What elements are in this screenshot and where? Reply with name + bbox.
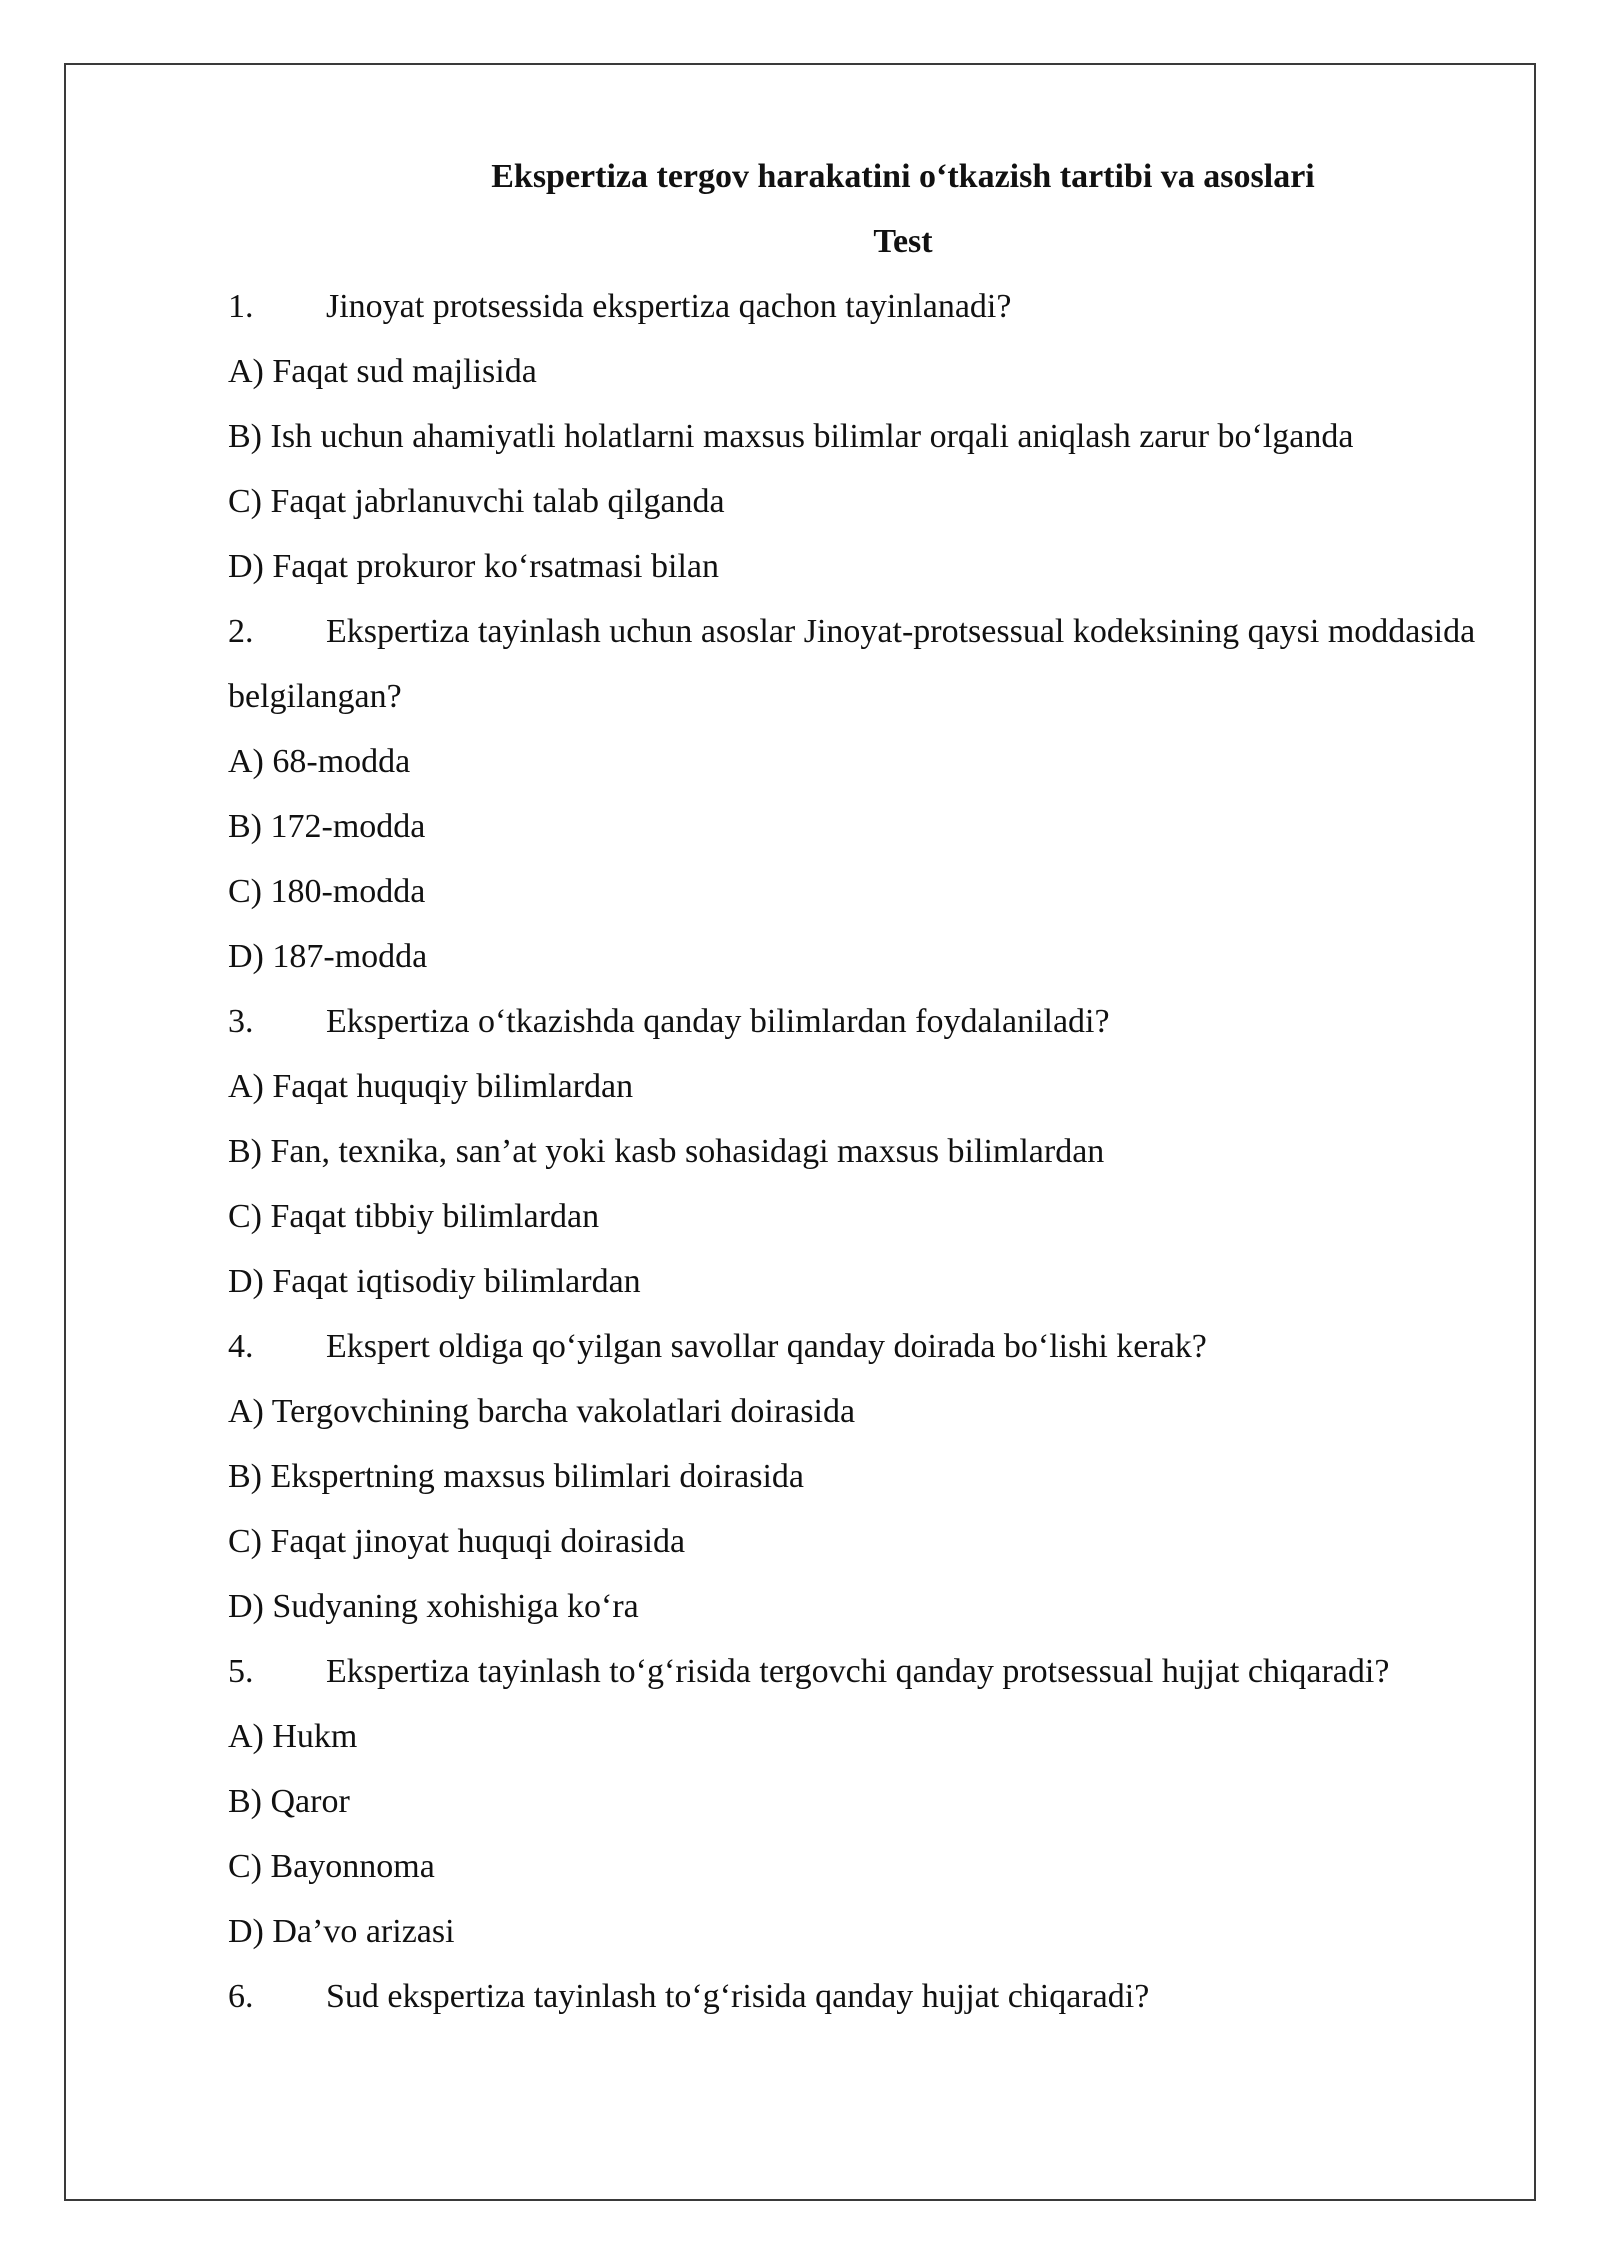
answer-option: A) 68-modda [228,743,411,780]
answer-option: A) Faqat sud majlisida [228,353,537,390]
answer-option: B) 172-modda [228,808,426,845]
question-4 [228,1314,1498,1639]
document-subtitle: Test [873,223,933,260]
question-text [228,599,1498,729]
answer-option: C) Faqat jinoyat huquqi doirasida [228,1523,686,1560]
question-label: Ekspert oldiga qo‘yilgan savollar qanday doirada bo‘lishi kerak? [326,1328,1207,1365]
answer-option: C) Faqat jabrlanuvchi talab qilganda [228,483,725,520]
question-number: 4. [228,1328,254,1365]
question-text [228,1964,1498,2029]
question-label: Ekspertiza tayinlash uchun asoslar Jinoyat-protsessual kodeksining qaysi moddasida belgilangan? [228,613,1476,715]
answer-option: D) Faqat iqtisodiy bilimlardan [228,1263,641,1300]
answer-option: B) Ekspertning maxsus bilimlari doirasida [228,1458,805,1495]
question-number: 6. [228,1978,254,2015]
question-text [228,989,1498,1054]
question-label: Jinoyat protsessida ekspertiza qachon tayinlanadi? [326,288,1012,325]
answer-option: B) Qaror [228,1783,350,1820]
question-text [228,1639,1498,1704]
question-3 [228,989,1498,1314]
question-label: Ekspertiza o‘tkazishda qanday bilimlardan foydalaniladi? [326,1003,1110,1040]
question-label: Sud ekspertiza tayinlash to‘g‘risida qanday hujjat chiqaradi? [326,1978,1150,2015]
question-number: 3. [228,1003,254,1040]
answer-option: B) Fan, texnika, san’at yoki kasb sohasidagi maxsus bilimlardan [228,1133,1105,1170]
answer-option: C) 180-modda [228,873,426,910]
question-number: 2. [228,613,254,650]
question-2 [228,599,1498,989]
question-6 [228,1964,1498,2029]
answer-option: C) Bayonnoma [228,1848,435,1885]
question-number: 5. [228,1653,254,1690]
answer-option: A) Faqat huquqiy bilimlardan [228,1068,634,1105]
answer-option: D) Faqat prokuror ko‘rsatmasi bilan [228,548,719,585]
question-number: 1. [228,288,254,325]
answer-option: D) Sudyaning xohishiga ko‘ra [228,1588,639,1625]
answer-option: D) Da’vo arizasi [228,1913,455,1950]
document-title: Ekspertiza tergov harakatini o‘tkazish tartibi va asoslari [491,158,1315,195]
question-5 [228,1639,1498,1964]
question-label: Ekspertiza tayinlash to‘g‘risida tergovchi qanday protsessual hujjat chiqaradi? [326,1653,1390,1690]
question-text [228,1314,1498,1379]
answer-option: D) 187-modda [228,938,428,975]
document-body [228,144,1498,2029]
answer-option: B) Ish uchun ahamiyatli holatlarni maxsus bilimlar orqali aniqlash zarur bo‘lganda [228,418,1354,455]
answer-option: A) Hukm [228,1718,358,1755]
answer-option: C) Faqat tibbiy bilimlardan [228,1198,600,1235]
question-text [228,274,1498,339]
question-1 [228,274,1498,599]
answer-option: A) Tergovchining barcha vakolatlari doirasida [228,1393,856,1430]
